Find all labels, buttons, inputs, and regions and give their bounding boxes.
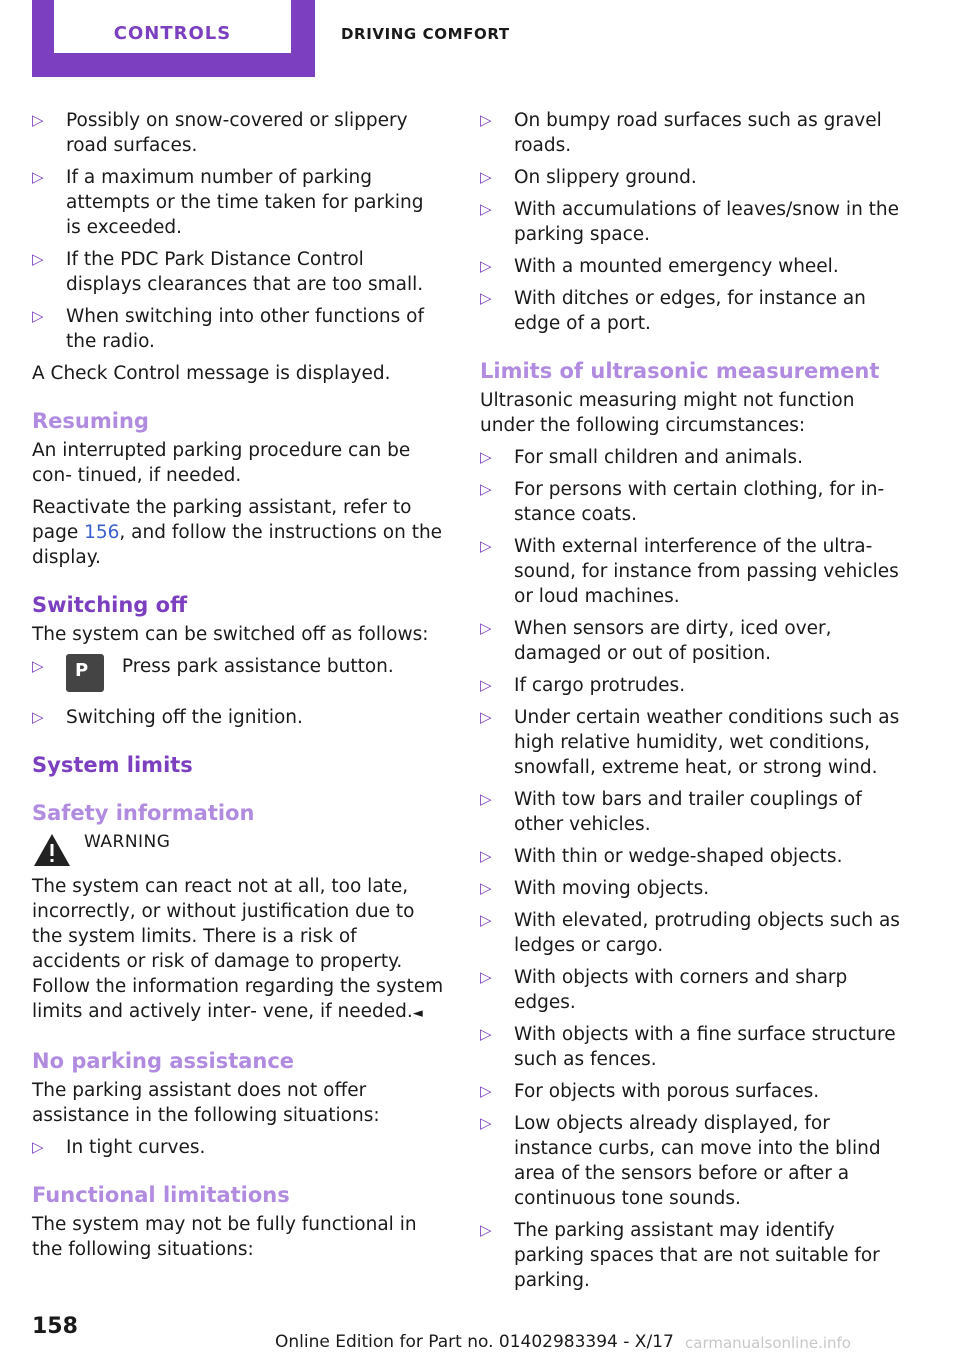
- park-assist-button-icon: ▷ P: [66, 654, 104, 692]
- list-item: ▷ With objects with corners and sharp edges.: [480, 965, 900, 1015]
- list-item: ▷ With moving objects.: [480, 876, 900, 901]
- switching-list: [32, 654, 444, 730]
- watermark: carmanualsonline.info: [685, 1334, 851, 1352]
- list-item: ▷ With a mounted emergency wheel.: [480, 254, 900, 279]
- situations-list: [32, 108, 444, 354]
- page-number: 158: [32, 1314, 78, 1339]
- reactivate-paragraph: [32, 495, 444, 570]
- list-item: ▷ With tow bars and trailer couplings of other vehicles.: [480, 787, 900, 837]
- list-item: ▷ When switching into other functions of the radio.: [32, 304, 444, 354]
- ultrasonic-paragraph: Ultrasonic measuring might not function under the following circumstances:: [480, 390, 855, 436]
- safety-information-heading: Safety information: [32, 801, 255, 825]
- list-item: ▷ On bumpy road surfaces such as gravel roads.: [480, 108, 900, 158]
- list-item-text: Press park assistance button.: [121, 656, 394, 677]
- reactivate-text: Reactivate the parking assistant, refer to page: [32, 497, 412, 543]
- no-parking-list: [32, 1135, 444, 1160]
- list-item: ▷ In tight curves.: [32, 1135, 444, 1160]
- warning-block: [32, 830, 444, 870]
- edition-text: Online Edition for Part no. 01402983394 - X/17: [275, 1332, 674, 1352]
- list-item: ▷ If the PDC Park Distance Control displays clearances that are too small.: [32, 247, 444, 297]
- no-parking-paragraph: The parking assistant does not offer assistance in the following situations:: [32, 1080, 380, 1126]
- resuming-heading: Resuming: [32, 409, 149, 433]
- warning-text: The system can react not at all, too late, incorrectly, or without justification due to the system limits. There is a risk of accidents or risk of damage to property. Follow the information regarding the system limits and actively inter‐ vene, if needed.: [32, 876, 444, 1022]
- warning-paragraph: [32, 874, 444, 1026]
- ultrasonic-list: [480, 445, 900, 1293]
- list-item: ▷ With elevated, protruding objects such as ledges or cargo.: [480, 908, 900, 958]
- list-item: ▷ Low objects already displayed, for instance curbs, can move into the blind area of the sensors before or after a continuous tone sounds.: [480, 1111, 900, 1211]
- switching-off-heading: Switching off: [32, 593, 188, 617]
- warning-icon: [32, 832, 72, 868]
- page-header: [0, 0, 960, 80]
- list-item: ▷ On slippery ground.: [480, 165, 900, 190]
- left-column: [32, 108, 444, 1269]
- list-item: ▷ Possibly on snow-covered or slippery road surfaces.: [32, 108, 444, 158]
- list-item: ▷ When sensors are dirty, iced over, damaged or out of position.: [480, 616, 900, 666]
- list-item: ▷ Switching off the ignition.: [32, 705, 444, 730]
- page-link[interactable]: 156: [84, 522, 120, 543]
- ultrasonic-heading: Limits of ultrasonic measurement: [480, 359, 880, 383]
- list-item: ▷ With objects with a fine surface structure such as fences.: [480, 1022, 900, 1072]
- list-item: ▷ With external interference of the ultra‐ sound, for instance from passing vehicles or loud machines.: [480, 534, 900, 609]
- reactivate-text-end: , and follow the instructions on the display.: [32, 522, 443, 568]
- list-item: ▷ Under certain weather conditions such as high relative humidity, wet conditions, snowfall, extreme heat, or strong wind.: [480, 705, 900, 780]
- resuming-paragraph: An interrupted parking procedure can be con‐ tinued, if needed.: [32, 440, 411, 486]
- end-mark: ◄: [412, 1006, 423, 1021]
- list-item: ▷ If cargo protrudes.: [480, 673, 900, 698]
- list-item: ▷ With ditches or edges, for instance an edge of a port.: [480, 286, 900, 336]
- system-limits-heading: System limits: [32, 753, 193, 777]
- list-item: ▷ For persons with certain clothing, for in‐ stance coats.: [480, 477, 900, 527]
- list-item: ▷ With accumulations of leaves/snow in the parking space.: [480, 197, 900, 247]
- warning-title: WARNING: [84, 832, 171, 852]
- list-item: ▷ For small children and animals.: [480, 445, 900, 470]
- no-parking-heading: No parking assistance: [32, 1049, 295, 1073]
- list-item: [32, 654, 444, 698]
- list-item: ▷ The parking assistant may identify parking spaces that are not suitable for parking.: [480, 1218, 900, 1293]
- functional-limitations-heading: Functional limitations: [32, 1183, 290, 1207]
- list-item: ▷ For objects with porous surfaces.: [480, 1079, 900, 1104]
- check-control-text: A Check Control message is displayed.: [32, 363, 391, 384]
- right-column: [480, 108, 900, 1300]
- chapter-tab-label: CONTROLS: [54, 0, 291, 53]
- section-label: DRIVING COMFORT: [341, 25, 510, 43]
- list-item: ▷ With thin or wedge-shaped objects.: [480, 844, 900, 869]
- functional-paragraph: The system may not be fully functional in the following situations:: [32, 1214, 417, 1260]
- functional-list: [480, 108, 900, 336]
- switching-intro: The system can be switched off as follows:: [32, 624, 429, 645]
- list-item: ▷ If a maximum number of parking attempts or the time taken for parking is exceeded.: [32, 165, 444, 240]
